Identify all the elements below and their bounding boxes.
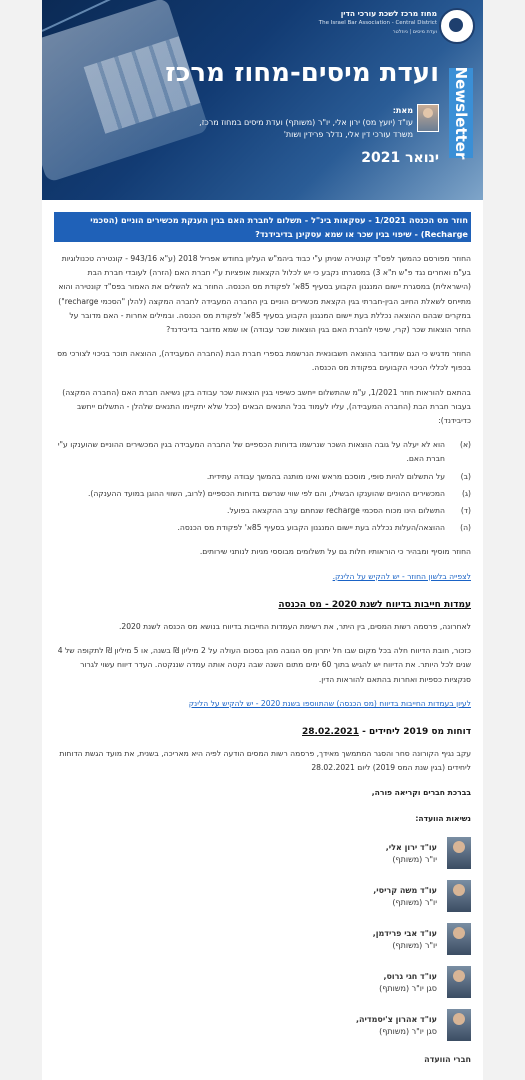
member-card [54,834,471,877]
member-card [54,963,471,1006]
section3-paragraph-1: עקב נגיף הקורונה סחר והסגר המתמשך מאידך, פרסמה רשות המסים הודעה לפיה היא מאריכה, בשנית, את מועד הגשת הדוחות ליחידים (בגין שנת המס 2019) ליום 28.02.2021 [59,749,471,773]
committee-heads-label: נשיאות הוועדה: [415,813,471,823]
member-role: סגן יו"ר (משותף) [379,984,437,994]
list-item: (ב) על התשלום להיות סופי, מוסכם מראש ואינו מותנה בהמשך עבודה עתידית. [206,471,471,481]
member-name: עו"ד חגי גרוס, [383,972,437,982]
bar-association-seal-icon [439,8,475,44]
section1-paragraph-1: החוזר מפורסם כהמשך לפס"ד קונטירה שניתן ע"י כבוד ביהמ"ש העליון בחודש אפריל 2018 (ע"א 943/16 - קונטירה טכנולוגיות בע"מ ואחרים נגד פ"ש ת"א 3) במסגרתו נקבע כי יש לכלול הקצאות אופציות ע"י חברת האם (הזרה) לעובדי חברת הבת (הישראלית) במסגרת יישום המנגנון הקבוע בסעיף 85א' לפקודת מס הכנסה. החוזר בא להשלים את האמור בפס"ד קונטירה והוא מתייחס לשאלת החיוב הבין-חברתי בגין הקצאת מכשירים הוניים בין החברה המעבידה לחברה המקצה (להלן "הסכמי recharge") במקרים שבהם ההוצאה נכללת בעת יישום המנגנון הקבוע בסעיף 85א' לפקודת מס הכנסה. ובמילים אחרות - האם מדובר על החזר הוצאות שכר (קרי, שיפוי לחברת האם בגין הוצאות שכר עבודה) או שמא מדובר בדיבידנד? [58,254,471,335]
logo-subtitle: The Israel Bar Association - Central District [318,20,437,26]
logo-title: מחוז מרכז לשכת עורכי הדין [340,9,437,18]
member-role: יו"ר (משותף) [392,898,437,908]
committee-members-list [54,834,471,1049]
newsletter-content [42,200,483,1067]
member-role: יו"ר (משותף) [392,855,437,865]
section1-highlight-title: חוזר מס הכנסה 1/2021 - עסקאות בינ"ל - תשלום לחברת האם בגין הענקת מכשירים הוניים (הסכמי Recharge) - שיפוי בגין שכר או שמא עסקינן בדיבידנד? [54,212,471,242]
list-item: (ג) המכשירים ההוניים שהוענקו הבשילו, והם לפי שווי שנרשם בדוחות הכספיים (לרוב, השווי ההוגן במועד ההענקה). [87,488,471,498]
list-item: (ה) ההוצאה/העלות נכללה בעת יישום המנגנון הקבוע בסעיף 85א' לפקודת מס הכנסה. [177,523,471,533]
member-photo [447,923,471,955]
section2-heading: עמדות חייבות בדיווח לשנת 2020 - מס הכנסה [278,599,471,610]
newsletter-title: ועדת מיסים-מחוז מרכז [165,58,439,88]
member-role: יו"ר (משותף) [392,941,437,951]
section1-paragraph-4: החוזר מוסיף ומבהיר כי הוראותיו חלות גם על תשלומים מבוססי מניות לנותני שירותים. [199,547,471,557]
reportable-positions-link[interactable]: לעיון בעמדות החייבות בדיווח (מס הכנסה) שהתווספו בשנת 2020 - יש להקיש על הלינק [188,698,471,708]
author-name: עו"ד (יועץ מס) ירון אלי, יו"ר (משותף) ועדת מיסים במחוז מרכז, [199,118,413,127]
member-photo [447,837,471,869]
author-avatar [417,104,439,132]
member-name: עו"ד משה קריסי, [373,886,437,896]
member-photo [447,1009,471,1041]
circular-link[interactable]: לצפייה בלשון החוזר - יש להקיש על הלינק. [332,571,471,581]
member-photo [447,966,471,998]
newsletter-page [42,0,483,1080]
newsletter-header [42,0,483,200]
from-label: מאת: [392,106,413,115]
newsletter-tab-label: Newsletter [452,66,470,160]
author-firm: משרד עורכי דין אלי, נדלר פרידין ושות' [283,130,413,139]
list-item: (ד) התשלום הינו מכוח הסכמי recharge שנחתם ערב ההקצאה בפועל. [227,506,471,516]
member-role: סגן יו"ר (משותף) [379,1027,437,1037]
member-card [54,920,471,963]
issue-date: ינואר 2021 [361,150,439,166]
section1-paragraph-2: החוזר מדגיש כי הגם שמדובר בהוצאה חשבונאית הנרשמת בספרי חברת הבת (החברה המעבידה), ההוצאה תוכר בניכוי לצורכי מס בכפוף לכללי הניכוי הקבועים בפקודת מס הכנסה. [57,349,471,373]
newsletter-tab [449,68,473,158]
member-photo [447,880,471,912]
member-name: עו"ד ירון אלי, [385,843,437,853]
bar-association-logo [318,8,475,44]
section1-paragraph-3: בהתאם להוראות חוזר 1/2021, ע"מ שהתשלום ייחשב כשיפוי בגין הוצאות שכר עבודה בקן נשיאה חברת האם (החברה המקצה) בעבור חברת הבת (החברה המעבידה), עליו לעמוד בכל התנאים הבאים (ככל שלא יתקיימו התנאים שלהלן - התשלום ייחשב כדיבידנד): [62,387,471,426]
logo-caption: ועדת מיסים | ניוזלטר [392,29,437,35]
section2-paragraph-2: כזכור, חובת הדיווח חלה בכל מקום שבו חל יתרון מס הגובה מהן בסכום העולה על 2 מיליון ₪ בשנה, או 5 מיליון ₪ לתקופה של 4 שנים לכל היותר. את הדיווח יש להגיש בתוך 60 ימים מתום השנה שבה נקטה אותה עמדה שננקטה. העדר דיווח עשוי לגרור סנקציות כספיות ואחרות בהתאם להוראות הדין. [57,646,471,684]
committee-members-label: חברי הוועדה [424,1055,471,1065]
conditions-list [54,438,471,535]
signoff-greeting: בברכת חברים וקריאה פורה, [371,787,471,797]
member-name: עו"ד אבי פרידמן, [372,929,437,939]
member-card [54,877,471,920]
section3-heading: דוחות מס 2019 ליחידים - 28.02.2021 [302,727,471,738]
member-name: עו"ד אהרון צ'יסמדיה, [356,1015,437,1025]
section2-paragraph-1: לאחרונה, פרסמה רשות המסים, בין היתר, את רשימת העמדות החייבות בדיווח בנושא מס הכנסה לשנת 2020. [118,622,471,632]
member-card [54,1006,471,1049]
list-item: (א) הוא לא יעלה על גובה הוצאות השכר שנרשמו בדוחות הכספיים של החברה המעבידה בגין המכשירים ההוניים שהוענקו ע"י חברת האם. [57,440,471,464]
